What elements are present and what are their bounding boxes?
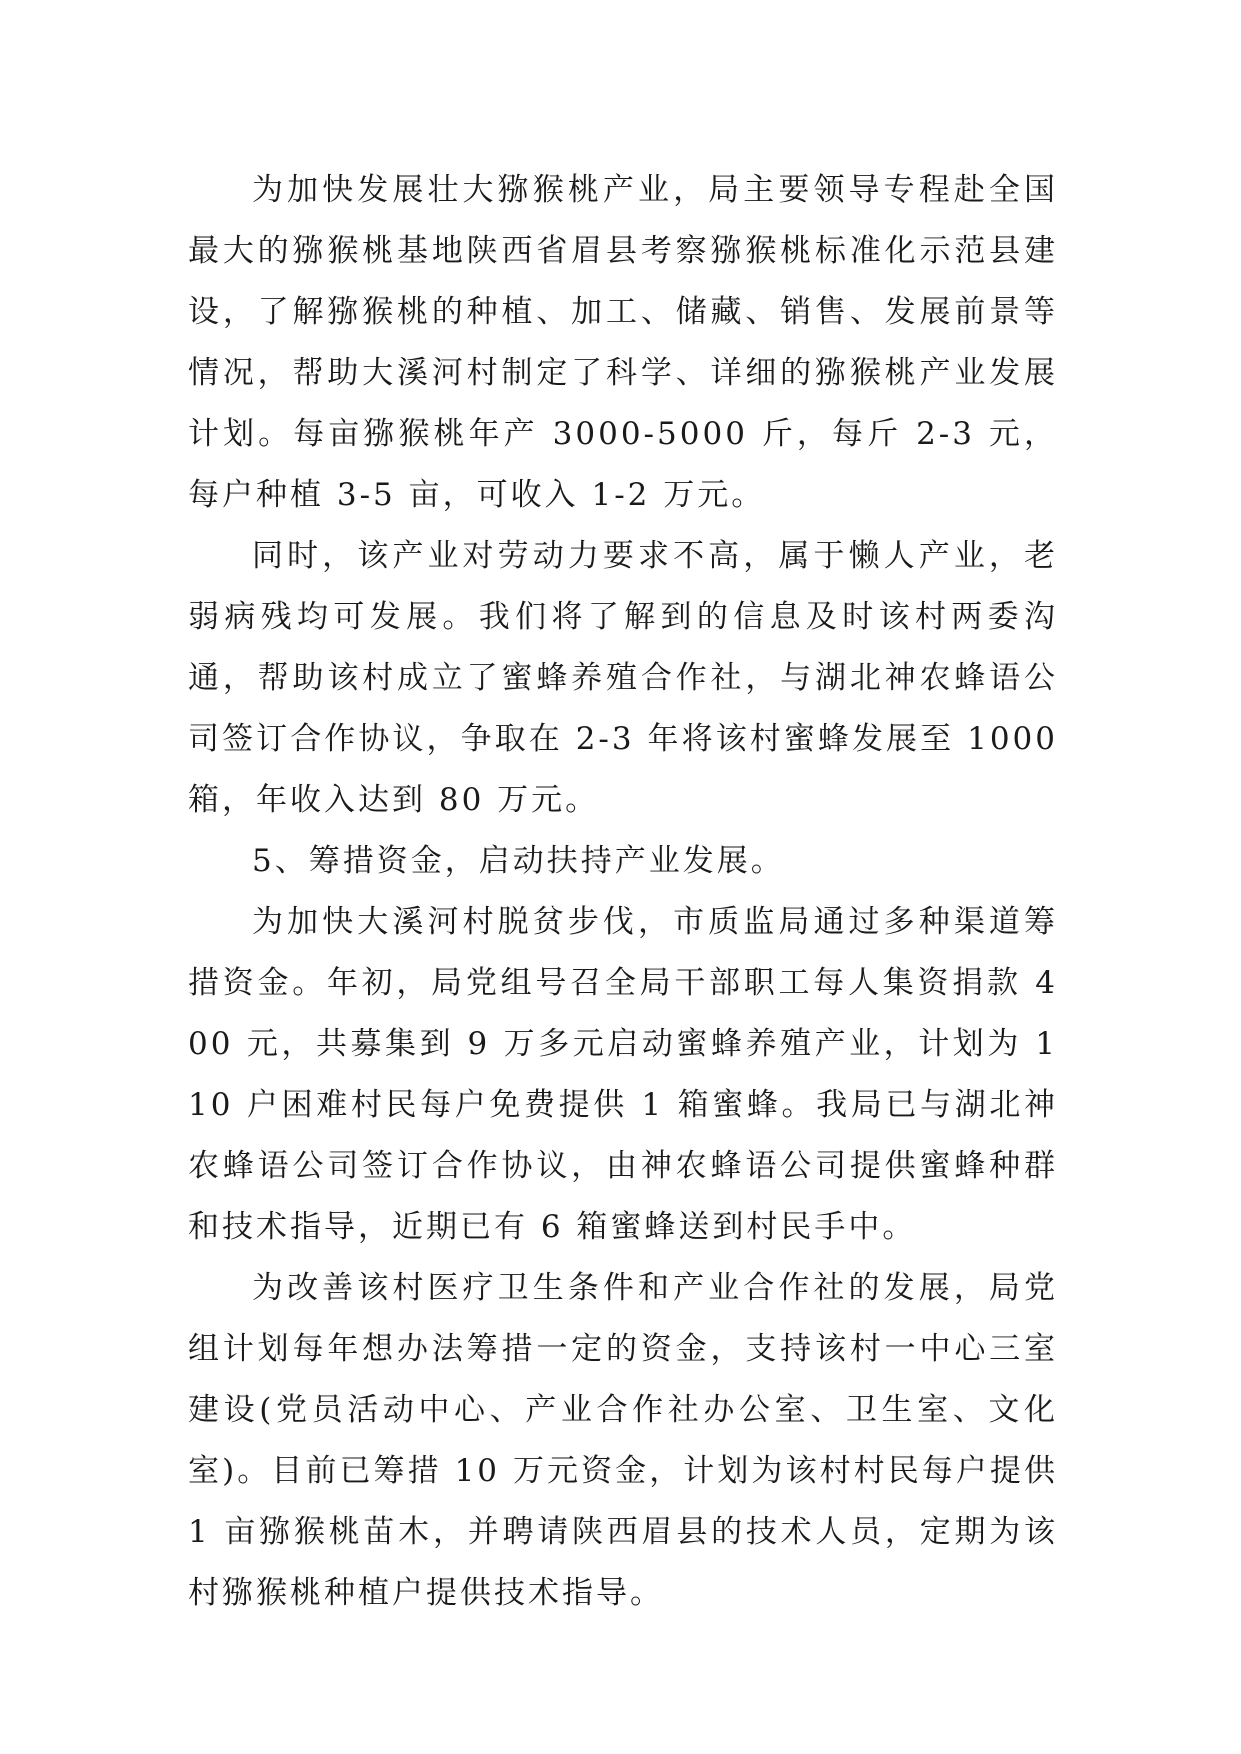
paragraph-kiwi-plan: 为加快发展壮大猕猴桃产业，局主要领导专程赴全国最大的猕猴桃基地陕西省眉县考察猕猴桃标准化示范县建设，了解猕猴桃的种植、加工、储藏、销售、发展前景等情况，帮助大溪河村制定了科学、详细的猕猴桃产业发展计划。每亩猕猴桃年产 3000-5000 斤，每斤 2-3 元，每户种植 3-5 亩，可收入 1-2 万元。 <box>188 172 1058 513</box>
paragraph-medical-support: 为改善该村医疗卫生条件和产业合作社的发展，局党组计划每年想办法筹措一定的资金，支持该村一中心三室 建设(党员活动中心、产业合作社办公室、卫生室、文化室)。目前已筹措 10 万元资金，计划为该村村民每户提供 1 亩猕猴桃苗木，并聘请陕西眉县的技术人员，定期为该村猕猴桃种植户提供技术指导。 <box>188 1270 1058 1611</box>
paragraph-bee-cooperative: 同时，该产业对劳动力要求不高，属于懒人产业，老弱病残均可发展。我们将了解到的信息及时该村两委沟通，帮助该村成立了蜜蜂养殖合作社，与湖北神农蜂语公司签订合作协议，争取在 2-3 年将该村蜜蜂发展至 1000 箱，年收入达到 80 万元。 <box>188 538 1058 818</box>
paragraph-fundraising: 为加快大溪河村脱贫步伐，市质监局通过多种渠道筹措资金。年初，局党组号召全局干部职工每人集资捐款 400 元，共募集到 9 万多元启动蜜蜂养殖产业，计划为 110 户困难村民每户免费提供 1 箱蜜蜂。我局已与湖北神农蜂语公司签订合作协议，由神农蜂语公司提供蜜蜂种群和技术指导，近期已有 6 箱蜜蜂送到村民手中。 <box>188 904 1058 1245</box>
document-body <box>188 160 1058 1624</box>
section-heading-funding: 5、筹措资金，启动扶持产业发展。 <box>252 843 785 879</box>
